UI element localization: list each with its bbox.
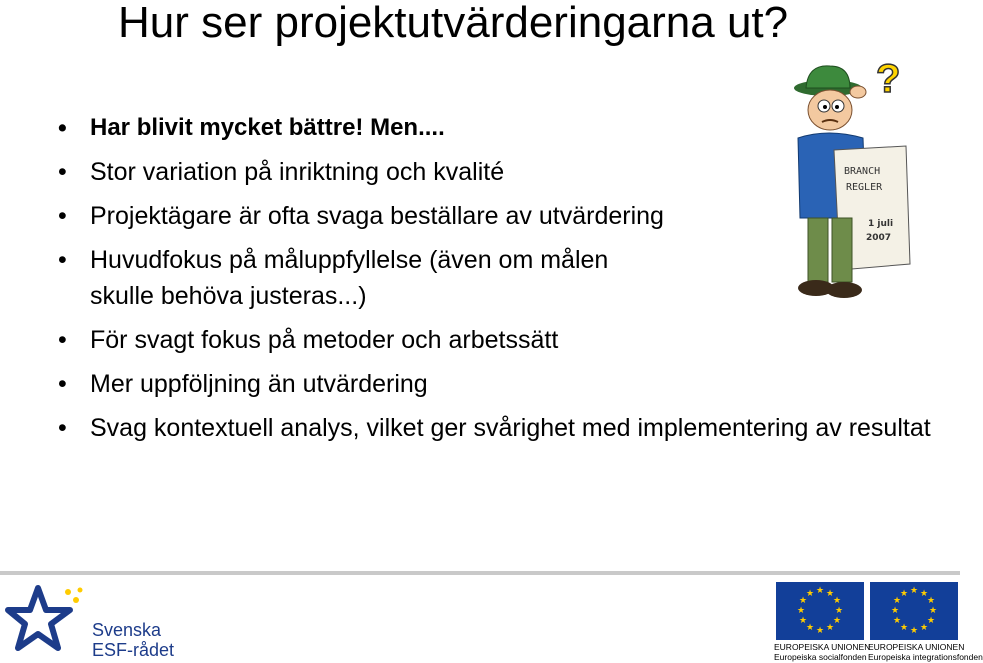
svg-text:★: ★ (832, 596, 842, 606)
svg-text:★: ★ (825, 623, 835, 633)
svg-text:★: ★ (815, 626, 825, 636)
svg-text:★: ★ (926, 596, 936, 606)
svg-text:★: ★ (805, 623, 815, 633)
bullet-icon: • (58, 202, 67, 230)
svg-text:★: ★ (892, 616, 902, 626)
list-item: • För svagt fokus på metoder och arbetssätt (58, 322, 938, 358)
svg-text:★: ★ (892, 596, 902, 606)
confused-man-reading-rules-icon (778, 58, 926, 302)
list-item: • Stor variation på inriktning och kvalité (58, 154, 938, 190)
bullet-icon: • (58, 326, 67, 354)
svg-text:★: ★ (825, 589, 835, 599)
esf-star-icon (8, 582, 88, 658)
svg-text:★: ★ (909, 626, 919, 636)
footer-divider (0, 571, 960, 575)
svg-text:★: ★ (899, 623, 909, 633)
bullet-icon: • (58, 158, 67, 186)
svg-text:★: ★ (832, 616, 842, 626)
svg-text:★: ★ (909, 586, 919, 596)
paper-text: BRANCH (844, 166, 881, 177)
list-item: • Huvudfokus på måluppfyllelse (även om målen skulle behöva justeras...) (58, 242, 938, 314)
svg-text:★: ★ (805, 589, 815, 599)
list-item: • Har blivit mycket bättre! Men.... (58, 110, 938, 146)
eu-flag-icon (870, 582, 958, 640)
svg-text:★: ★ (919, 589, 929, 599)
paper-text: REGLER (846, 182, 883, 193)
list-item: • Projektägare är ofta svaga beställare av utvärdering (58, 198, 938, 234)
bullet-icon: • (58, 370, 67, 398)
eu-caption: EUROPEISKA UNIONEN Europeiska socialfonden (774, 642, 871, 662)
svg-text:★: ★ (798, 596, 808, 606)
svg-text:★: ★ (815, 586, 825, 596)
bullet-icon: • (58, 114, 67, 142)
svg-text:★: ★ (890, 606, 900, 616)
paper-text: 1 juli (868, 219, 894, 229)
svg-text:★: ★ (899, 589, 909, 599)
svg-text:★: ★ (834, 606, 844, 616)
svg-text:★: ★ (798, 616, 808, 626)
esf-logo-text: Svenska ESF-rådet (92, 620, 175, 660)
svg-text:★: ★ (919, 623, 929, 633)
esf-logo (8, 582, 175, 660)
svg-text:★: ★ (796, 606, 806, 616)
slide-title: Hur ser projektutvärderingarna ut? (118, 0, 789, 47)
list-item: • Mer uppföljning än utvärdering (58, 366, 938, 402)
list-item: • Svag kontextuell analys, vilket ger svårighet med implementering av resultat (58, 410, 938, 446)
eu-flag-icon (776, 582, 864, 640)
svg-text:?: ? (876, 57, 901, 101)
bullet-icon: • (58, 414, 67, 442)
svg-text:★: ★ (928, 606, 938, 616)
paper-text: 2007 (866, 233, 892, 243)
svg-text:★: ★ (926, 616, 936, 626)
eu-caption: EUROPEISKA UNIONEN Europeiska integrationsfonden (868, 642, 983, 662)
bullet-icon: • (58, 246, 67, 274)
